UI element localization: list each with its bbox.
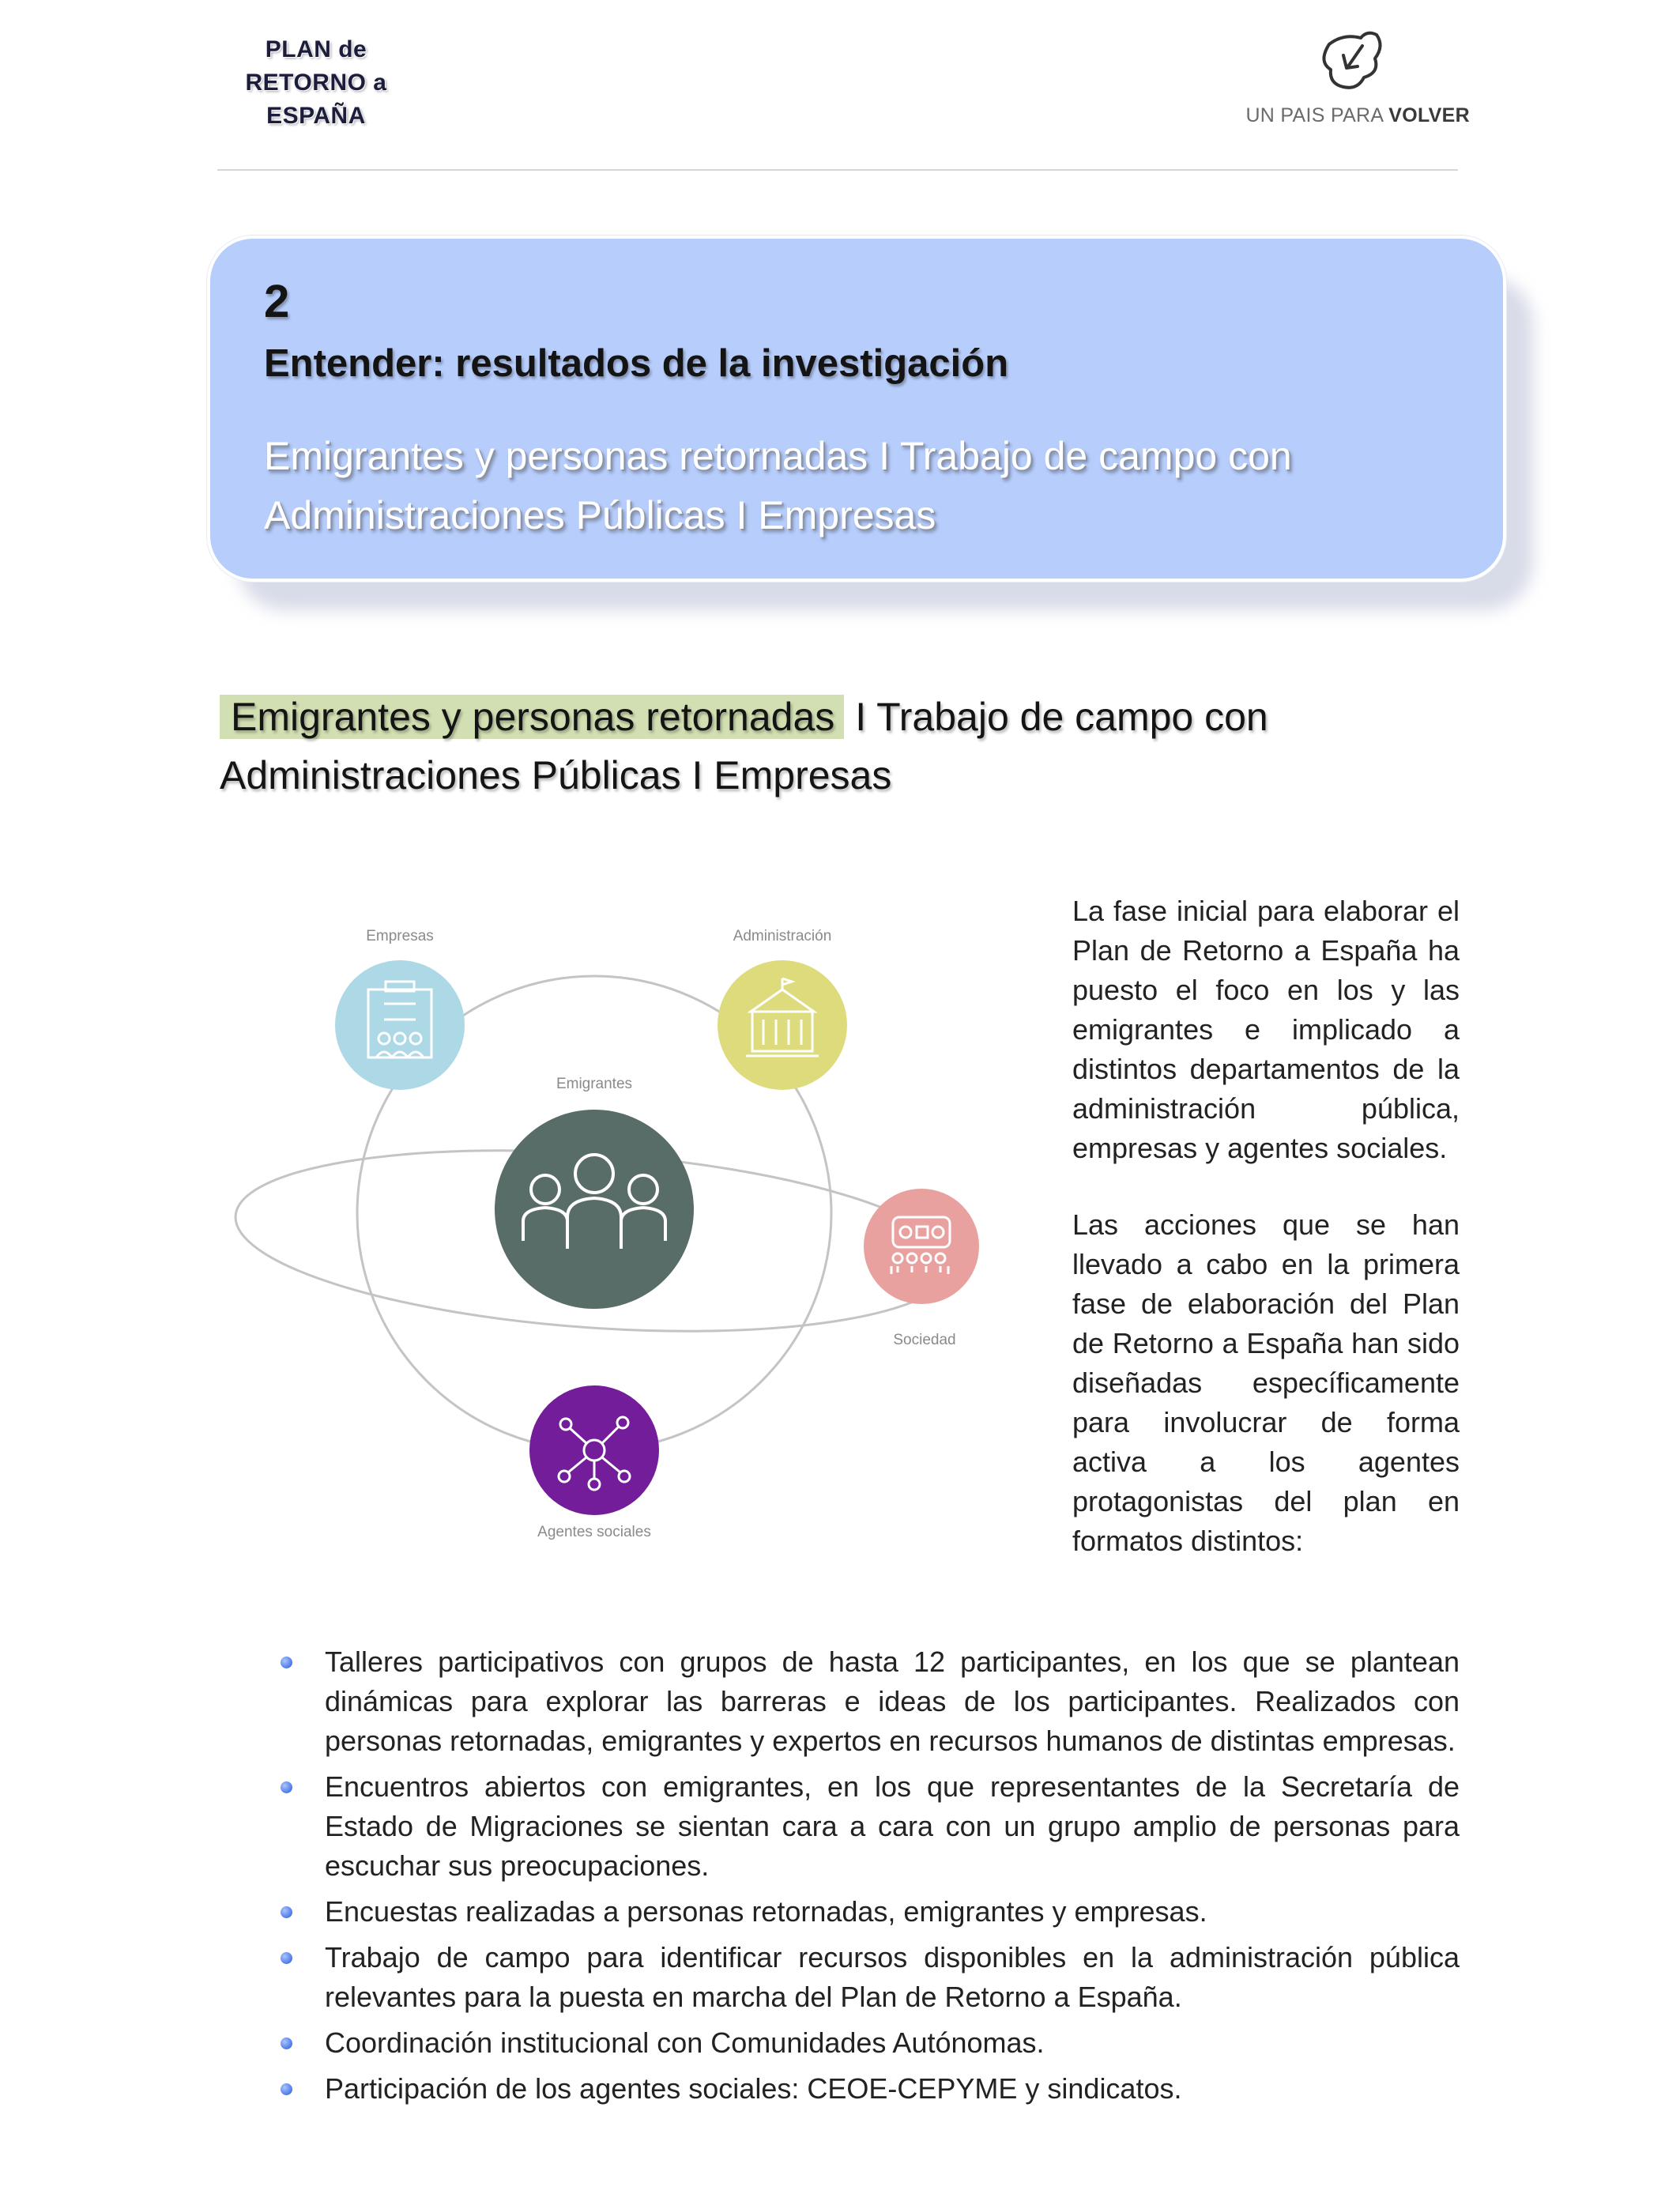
empresas-node [335,960,465,1090]
brand-tagline-strong: VOLVER [1388,104,1470,126]
node-label-empresas: Empresas [366,928,434,944]
plan-logo-text [229,33,403,133]
node-label-administracion: Administración [733,928,832,944]
bullet-dot-icon [281,2038,292,2049]
list-item [281,1642,1460,1761]
list-item [281,2023,1460,2063]
plan-logo-line: ESPAÑA [266,103,366,129]
section-heading [220,688,1484,805]
node-label-sociedad: Sociedad [893,1332,956,1348]
list-item [281,1938,1460,2017]
section-heading-highlight: Emigrantes y personas retornadas [220,695,844,739]
bullet-dot-icon [281,1781,292,1793]
list-item [281,2069,1460,2109]
actions-list [281,1642,1460,2115]
intro-paragraph: La fase inicial para elaborar el Plan de Retorno a España ha puesto el foco en los y las emigrantes e implicado a distintos departamentos de la administración pública, empresas y agentes sociales. [1072,895,1460,1164]
actions-paragraph: Las acciones que se han llevado a cabo en la primera fase de elaboración del Plan de Retorno a España han sido diseñadas específicamente para involucrar de forma activa a los agentes protagonistas del plan en formatos distintos: [1072,1208,1460,1557]
node-label-agentes-sociales: Agentes sociales [537,1524,651,1540]
agentes-sociales-node [529,1385,659,1515]
stakeholder-diagram [229,901,988,1549]
chapter-number: 2 [264,276,290,327]
emigrantes-node [495,1110,694,1309]
list-item-text: Encuentros abiertos con emigrantes, en los que representantes de la Secretaría de Estado de Migraciones se sientan cara a cara con un grupo amplio de personas para escuchar sus preocupaciones. [325,1770,1460,1882]
list-item-text: Talleres participativos con grupos de hasta 12 participantes, en los que se plantean dinámicas para explorar las barreras e ideas de los participantes. Realizados con personas retornadas, emigrantes y expertos en recursos humanos de distintas empresas. [325,1646,1460,1757]
return-arrow-logo-icon [1312,27,1391,98]
section-heading-rest: I Trabajo de campo con [855,695,1268,739]
chapter-subtitle: Emigrantes y personas retornadas I Trabajo de campo con Administraciones Públicas I Empresas [264,434,1292,537]
header-divider [217,169,1458,171]
plan-logo-line: PLAN de [265,36,367,62]
bullet-dot-icon [281,1952,292,1964]
list-item-text: Trabajo de campo para identificar recursos disponibles en la administración pública relevantes para la puesta en marcha del Plan de Retorno a España. [325,1941,1460,2013]
list-item-text: Participación de los agentes sociales: CEOE-CEPYME y sindicatos. [325,2072,1182,2105]
chapter-title: Entender: resultados de la investigación [264,342,1009,385]
bullet-dot-icon [281,1657,292,1668]
brand-tagline-prefix: UN PAIS PARA [1245,104,1383,126]
section-heading-line2: Administraciones Públicas I Empresas [220,753,892,797]
plan-logo-line: RETORNO a [245,70,387,96]
bullet-dot-icon [281,2083,292,2095]
list-item-text: Encuestas realizadas a personas retornadas, emigrantes y empresas. [325,1895,1207,1928]
brand-tagline [1241,104,1470,127]
center-label-emigrantes: Emigrantes [556,1076,633,1092]
bullet-dot-icon [281,1906,292,1918]
list-item-text: Coordinación institucional con Comunidades Autónomas. [325,2026,1045,2059]
list-item [281,1767,1460,1886]
list-item [281,1892,1460,1932]
